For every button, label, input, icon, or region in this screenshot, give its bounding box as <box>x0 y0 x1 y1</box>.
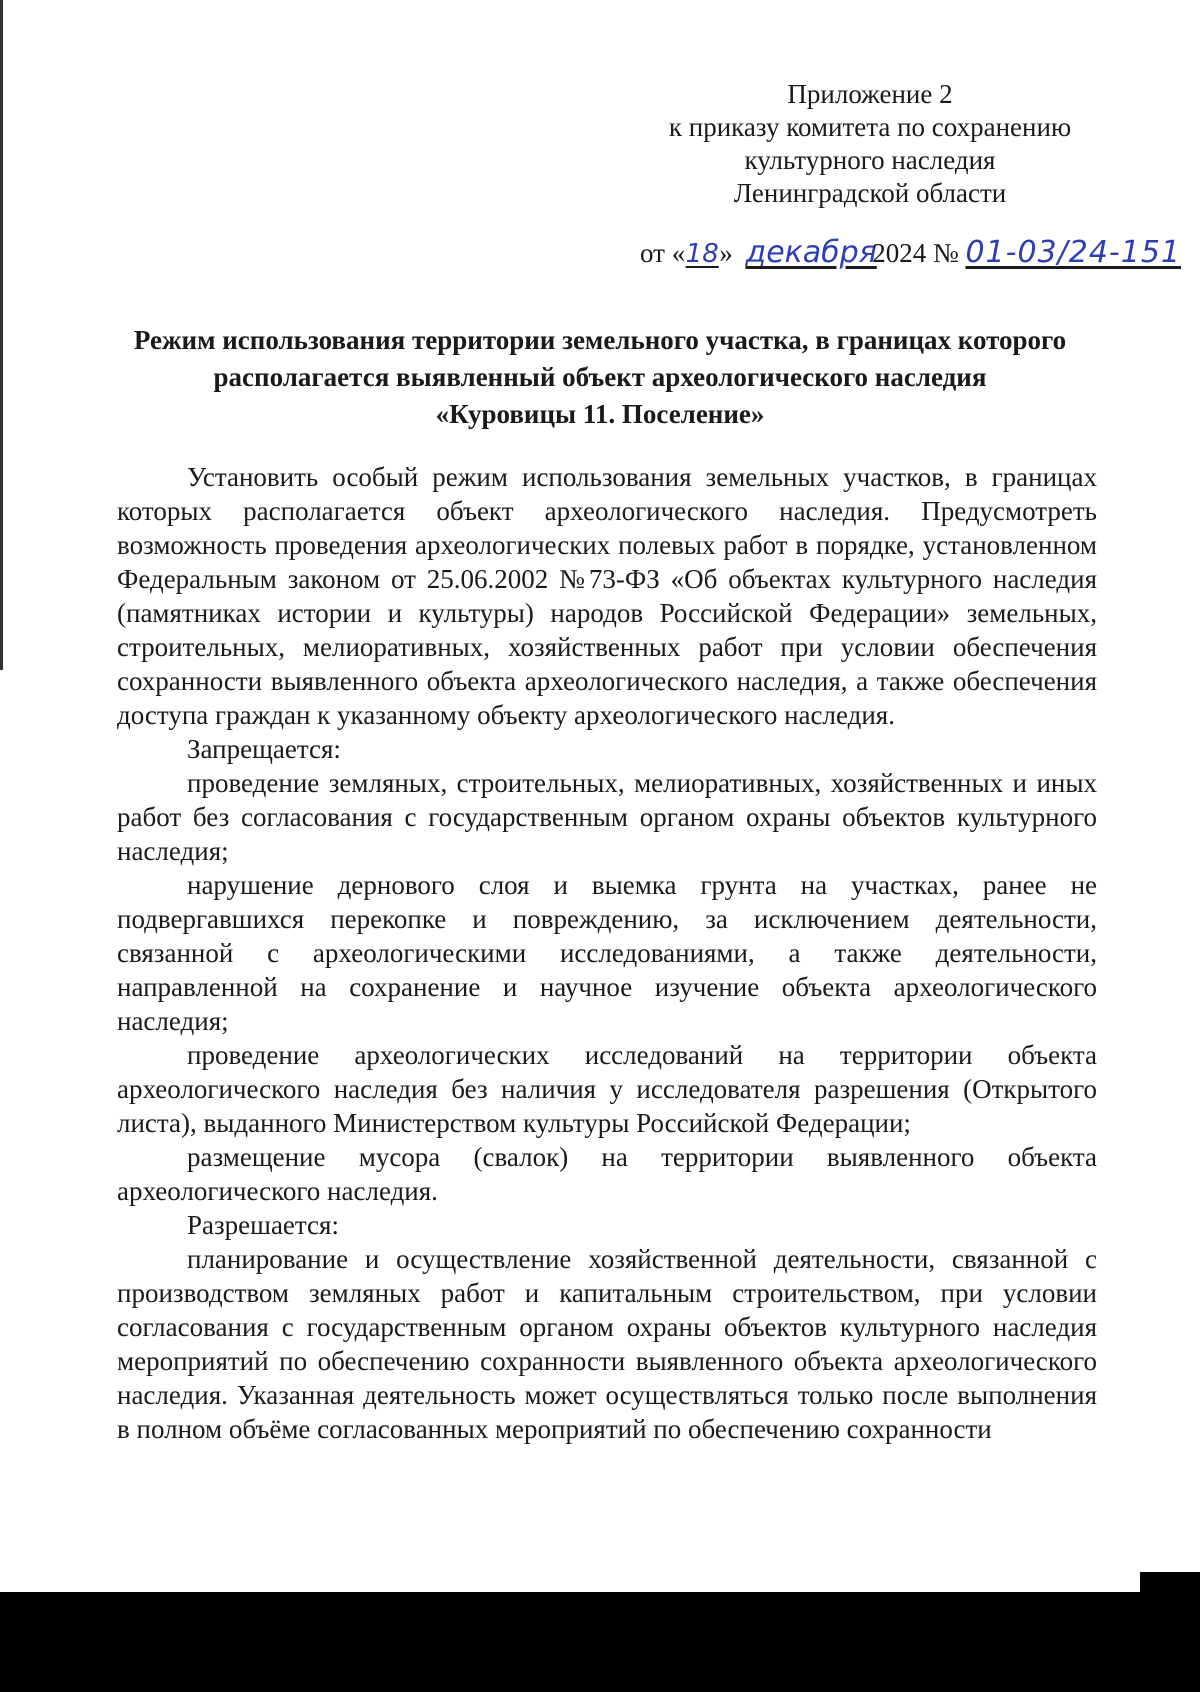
document-body <box>117 460 1097 1446</box>
title-line: «Куровицы 11. Поселение» <box>435 399 765 429</box>
paragraph-allowed-item: планирование и осуществление хозяйственной деятельности, связанной с производством земляных работ и капитальным строительством, при условии согласования с государственным органом охраны объектов культурного наследия мероприятий по обеспечению сохранности выявленного объекта археологического наследия. Указанная деятельность может осуществляться только после выполнения в полном объёме согласованных мероприятий по обеспечению сохранности <box>117 1244 1097 1444</box>
paragraph-regime: Установить особый режим использования земельных участков, в границах которых располагается объект археологического наследия. Предусмотреть возможность проведения археологических полевых работ в порядке, установленном Федеральным законом от 25.06.2002 №73-ФЗ «Об объектах культурного наследия (памятниках истории и культуры) народов Российской Федерации» земельных, строительных, мелиоративных, хозяйственных работ при условии обеспечения сохранности выявленного объекта археологического наследия, а также обеспечения доступа граждан к указанному объекту археологического наследия. <box>117 462 1097 730</box>
appendix-line: Ленинградской области <box>733 178 1007 208</box>
document-title <box>100 322 1100 433</box>
order-year: 2024 № <box>865 238 966 268</box>
order-mid: » <box>719 238 740 268</box>
order-month-handwritten: декабря <box>745 235 877 270</box>
appendix-line: культурного наследия <box>744 145 996 175</box>
paragraph-prohibited-item: размещение мусора (свалок) на территории выявленного объекта археологического наследия. <box>117 1142 1097 1206</box>
appendix-line: Приложение 2 <box>787 79 953 109</box>
scan-bottom-bar <box>0 1592 1200 1692</box>
paragraph-prohibited-item: проведение археологических исследований на территории объекта археологического наследия без наличия у исследователя разрешения (Открытого листа), выданного Министерством культуры Российской Федерации; <box>117 1040 1097 1138</box>
paragraph-prohibited-item: нарушение дернового слоя и выемка грунта на участках, ранее не подвергавшихся перекопке и повреждению, за исключением деятельности, связанной с археологическими исследованиями, а также деятельности, направленной на сохранение и научное изучение объекта археологического наследия; <box>117 870 1097 1036</box>
paragraph-prohibited-heading: Запрещается: <box>187 734 341 764</box>
paragraph-prohibited-item: проведение земляных, строительных, мелиоративных, хозяйственных и иных работ без согласования с государственным органом охраны объектов культурного наследия; <box>117 768 1097 866</box>
title-line: Режим использования территории земельного участка, в границах которого <box>133 325 1067 355</box>
order-day-handwritten: 18 <box>685 239 719 269</box>
order-date-number <box>640 235 1182 271</box>
appendix-line: к приказу комитета по сохранению <box>668 112 1072 142</box>
title-line: располагается выявленный объект археологического наследия <box>213 362 987 392</box>
order-prefix: от « <box>640 238 686 268</box>
appendix-block <box>610 78 1130 210</box>
paragraph-allowed-heading: Разрешается: <box>187 1210 339 1240</box>
order-number-handwritten: 01-03/24-151 <box>965 235 1182 270</box>
scan-edge <box>0 0 3 670</box>
